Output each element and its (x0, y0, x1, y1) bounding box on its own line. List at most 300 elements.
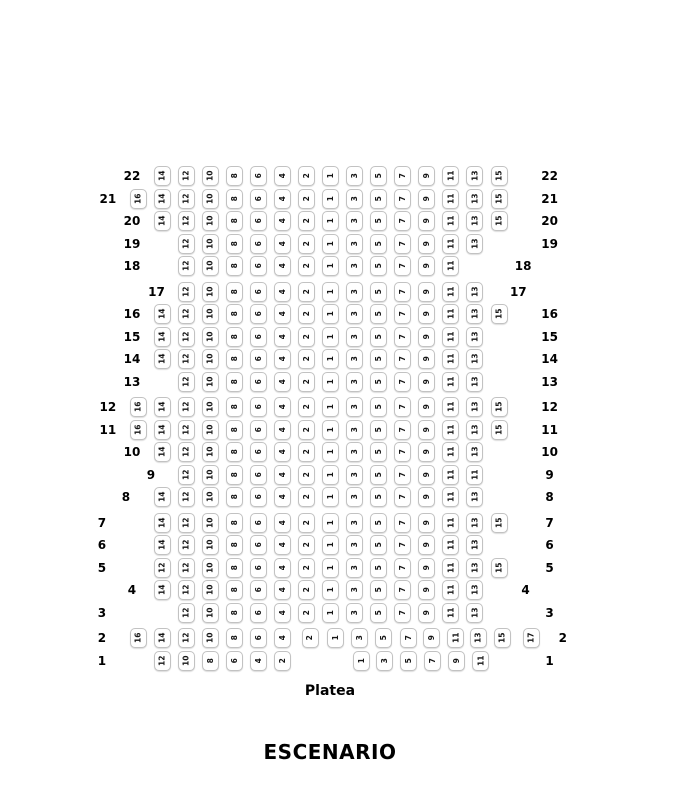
seat[interactable] (322, 580, 339, 600)
seat[interactable] (322, 256, 339, 276)
seat[interactable] (442, 580, 459, 600)
seat[interactable] (298, 189, 315, 209)
seat[interactable] (470, 628, 487, 648)
seat[interactable] (418, 211, 435, 231)
seat[interactable] (298, 372, 315, 392)
seat[interactable] (226, 349, 243, 369)
seat[interactable] (178, 327, 195, 347)
seat[interactable] (274, 513, 291, 533)
seat[interactable] (298, 282, 315, 302)
seat[interactable] (442, 211, 459, 231)
seat[interactable] (394, 420, 411, 440)
seat[interactable] (442, 282, 459, 302)
seat[interactable] (370, 211, 387, 231)
seat[interactable] (394, 327, 411, 347)
seat[interactable] (491, 397, 508, 417)
seat[interactable] (400, 628, 417, 648)
seat[interactable] (226, 580, 243, 600)
seat[interactable] (466, 603, 483, 623)
seat[interactable] (418, 327, 435, 347)
seat[interactable] (178, 442, 195, 462)
seat[interactable] (274, 580, 291, 600)
seat[interactable] (178, 397, 195, 417)
seat[interactable] (250, 513, 267, 533)
seat[interactable] (226, 166, 243, 186)
seat[interactable] (491, 211, 508, 231)
seat[interactable] (394, 234, 411, 254)
seat[interactable] (226, 603, 243, 623)
seat[interactable] (298, 513, 315, 533)
seat[interactable] (322, 603, 339, 623)
seat[interactable] (418, 603, 435, 623)
seat[interactable] (370, 558, 387, 578)
seat[interactable] (466, 372, 483, 392)
seat[interactable] (394, 558, 411, 578)
seat[interactable] (226, 558, 243, 578)
seat[interactable] (202, 256, 219, 276)
seat[interactable] (346, 465, 363, 485)
seat[interactable] (346, 603, 363, 623)
seat[interactable] (418, 465, 435, 485)
seat[interactable] (130, 189, 147, 209)
seat[interactable] (322, 372, 339, 392)
seat[interactable] (226, 513, 243, 533)
seat[interactable] (250, 327, 267, 347)
seat[interactable] (370, 535, 387, 555)
seat[interactable] (250, 558, 267, 578)
seat[interactable] (322, 442, 339, 462)
seat[interactable] (327, 628, 344, 648)
seat[interactable] (442, 558, 459, 578)
seat[interactable] (466, 487, 483, 507)
seat[interactable] (370, 513, 387, 533)
seat[interactable] (370, 580, 387, 600)
seat[interactable] (202, 651, 219, 671)
seat[interactable] (466, 513, 483, 533)
seat[interactable] (394, 465, 411, 485)
seat[interactable] (346, 166, 363, 186)
seat[interactable] (442, 189, 459, 209)
seat[interactable] (394, 282, 411, 302)
seat[interactable] (466, 327, 483, 347)
seat[interactable] (418, 558, 435, 578)
seat[interactable] (154, 349, 171, 369)
seat[interactable] (375, 628, 392, 648)
seat[interactable] (250, 166, 267, 186)
seat[interactable] (394, 580, 411, 600)
seat[interactable] (274, 256, 291, 276)
seat[interactable] (442, 349, 459, 369)
seat[interactable] (466, 349, 483, 369)
seat[interactable] (178, 420, 195, 440)
seat[interactable] (274, 282, 291, 302)
seat[interactable] (370, 189, 387, 209)
seat[interactable] (226, 327, 243, 347)
seat[interactable] (298, 256, 315, 276)
seat[interactable] (370, 397, 387, 417)
seat[interactable] (298, 487, 315, 507)
seat[interactable] (202, 465, 219, 485)
seat[interactable] (394, 349, 411, 369)
seat[interactable] (226, 420, 243, 440)
seat[interactable] (226, 487, 243, 507)
seat[interactable] (274, 535, 291, 555)
seat[interactable] (466, 465, 483, 485)
seat[interactable] (442, 372, 459, 392)
seat[interactable] (178, 487, 195, 507)
seat[interactable] (418, 372, 435, 392)
seat[interactable] (322, 465, 339, 485)
seat[interactable] (466, 420, 483, 440)
seat[interactable] (370, 256, 387, 276)
seat[interactable] (226, 442, 243, 462)
seat[interactable] (202, 166, 219, 186)
seat[interactable] (370, 487, 387, 507)
seat[interactable] (491, 513, 508, 533)
seat[interactable] (423, 628, 440, 648)
seat[interactable] (250, 349, 267, 369)
seat[interactable] (346, 580, 363, 600)
seat[interactable] (394, 166, 411, 186)
seat[interactable] (523, 628, 540, 648)
seat[interactable] (442, 420, 459, 440)
seat[interactable] (418, 442, 435, 462)
seat[interactable] (400, 651, 417, 671)
seat[interactable] (202, 327, 219, 347)
seat[interactable] (322, 487, 339, 507)
seat[interactable] (274, 211, 291, 231)
seat[interactable] (250, 304, 267, 324)
seat[interactable] (322, 189, 339, 209)
seat[interactable] (466, 189, 483, 209)
seat[interactable] (202, 535, 219, 555)
seat[interactable] (178, 628, 195, 648)
seat[interactable] (154, 304, 171, 324)
seat[interactable] (370, 327, 387, 347)
seat[interactable] (250, 372, 267, 392)
seat[interactable] (346, 304, 363, 324)
seat[interactable] (322, 558, 339, 578)
seat[interactable] (418, 189, 435, 209)
seat[interactable] (424, 651, 441, 671)
seat[interactable] (250, 580, 267, 600)
seat[interactable] (178, 651, 195, 671)
seat[interactable] (154, 442, 171, 462)
seat[interactable] (346, 420, 363, 440)
seat[interactable] (226, 651, 243, 671)
seat[interactable] (298, 211, 315, 231)
seat[interactable] (394, 397, 411, 417)
seat[interactable] (298, 535, 315, 555)
seat[interactable] (442, 603, 459, 623)
seat[interactable] (250, 189, 267, 209)
seat[interactable] (346, 256, 363, 276)
seat[interactable] (466, 558, 483, 578)
seat[interactable] (346, 558, 363, 578)
seat[interactable] (346, 211, 363, 231)
seat[interactable] (466, 442, 483, 462)
seat[interactable] (274, 397, 291, 417)
seat[interactable] (322, 420, 339, 440)
seat[interactable] (250, 397, 267, 417)
seat[interactable] (370, 349, 387, 369)
seat[interactable] (130, 420, 147, 440)
seat[interactable] (250, 651, 267, 671)
seat[interactable] (226, 211, 243, 231)
seat[interactable] (154, 166, 171, 186)
seat[interactable] (370, 304, 387, 324)
seat[interactable] (442, 256, 459, 276)
seat[interactable] (178, 256, 195, 276)
seat[interactable] (274, 442, 291, 462)
seat[interactable] (466, 580, 483, 600)
seat[interactable] (298, 603, 315, 623)
seat[interactable] (418, 349, 435, 369)
seat[interactable] (154, 513, 171, 533)
seat[interactable] (346, 349, 363, 369)
seat[interactable] (154, 558, 171, 578)
seat[interactable] (274, 487, 291, 507)
seat[interactable] (322, 166, 339, 186)
seat[interactable] (226, 465, 243, 485)
seat[interactable] (202, 234, 219, 254)
seat[interactable] (442, 397, 459, 417)
seat[interactable] (274, 603, 291, 623)
seat[interactable] (418, 513, 435, 533)
seat[interactable] (394, 487, 411, 507)
seat[interactable] (418, 256, 435, 276)
seat[interactable] (298, 558, 315, 578)
seat[interactable] (394, 372, 411, 392)
seat[interactable] (466, 397, 483, 417)
seat[interactable] (154, 397, 171, 417)
seat[interactable] (250, 465, 267, 485)
seat[interactable] (346, 327, 363, 347)
seat[interactable] (322, 397, 339, 417)
seat[interactable] (154, 211, 171, 231)
seat[interactable] (442, 166, 459, 186)
seat[interactable] (202, 304, 219, 324)
seat[interactable] (250, 442, 267, 462)
seat[interactable] (370, 372, 387, 392)
seat[interactable] (418, 487, 435, 507)
seat[interactable] (322, 282, 339, 302)
seat[interactable] (130, 397, 147, 417)
seat[interactable] (274, 558, 291, 578)
seat[interactable] (442, 234, 459, 254)
seat[interactable] (298, 234, 315, 254)
seat[interactable] (274, 234, 291, 254)
seat[interactable] (178, 189, 195, 209)
seat[interactable] (154, 487, 171, 507)
seat[interactable] (322, 327, 339, 347)
seat[interactable] (298, 327, 315, 347)
seat[interactable] (442, 535, 459, 555)
seat[interactable] (298, 304, 315, 324)
seat[interactable] (274, 420, 291, 440)
seat[interactable] (322, 535, 339, 555)
seat[interactable] (154, 651, 171, 671)
seat[interactable] (154, 189, 171, 209)
seat[interactable] (202, 397, 219, 417)
seat[interactable] (298, 465, 315, 485)
seat[interactable] (298, 420, 315, 440)
seat[interactable] (442, 304, 459, 324)
seat[interactable] (491, 189, 508, 209)
seat[interactable] (202, 442, 219, 462)
seat[interactable] (178, 603, 195, 623)
seat[interactable] (130, 628, 147, 648)
seat[interactable] (226, 234, 243, 254)
seat[interactable] (418, 535, 435, 555)
seat[interactable] (418, 234, 435, 254)
seat[interactable] (178, 211, 195, 231)
seat[interactable] (442, 465, 459, 485)
seat[interactable] (274, 465, 291, 485)
seat[interactable] (154, 327, 171, 347)
seat[interactable] (418, 166, 435, 186)
seat[interactable] (370, 234, 387, 254)
seat[interactable] (491, 558, 508, 578)
seat[interactable] (274, 651, 291, 671)
seat[interactable] (394, 535, 411, 555)
seat[interactable] (442, 487, 459, 507)
seat[interactable] (274, 166, 291, 186)
seat[interactable] (250, 628, 267, 648)
seat[interactable] (394, 211, 411, 231)
seat[interactable] (394, 189, 411, 209)
seat[interactable] (274, 349, 291, 369)
seat[interactable] (250, 211, 267, 231)
seat[interactable] (202, 189, 219, 209)
seat[interactable] (226, 397, 243, 417)
seat[interactable] (394, 304, 411, 324)
seat[interactable] (226, 256, 243, 276)
seat[interactable] (466, 304, 483, 324)
seat[interactable] (447, 628, 464, 648)
seat[interactable] (494, 628, 511, 648)
seat[interactable] (178, 513, 195, 533)
seat[interactable] (394, 513, 411, 533)
seat[interactable] (226, 628, 243, 648)
seat[interactable] (466, 234, 483, 254)
seat[interactable] (202, 580, 219, 600)
seat[interactable] (466, 282, 483, 302)
seat[interactable] (178, 234, 195, 254)
seat[interactable] (202, 372, 219, 392)
seat[interactable] (274, 327, 291, 347)
seat[interactable] (370, 442, 387, 462)
seat[interactable] (226, 189, 243, 209)
seat[interactable] (472, 651, 489, 671)
seat[interactable] (298, 442, 315, 462)
seat[interactable] (491, 304, 508, 324)
seat[interactable] (466, 166, 483, 186)
seat[interactable] (178, 558, 195, 578)
seat[interactable] (202, 603, 219, 623)
seat[interactable] (448, 651, 465, 671)
seat[interactable] (202, 558, 219, 578)
seat[interactable] (178, 304, 195, 324)
seat[interactable] (202, 282, 219, 302)
seat[interactable] (202, 513, 219, 533)
seat[interactable] (370, 420, 387, 440)
seat[interactable] (178, 282, 195, 302)
seat[interactable] (274, 304, 291, 324)
seat[interactable] (226, 372, 243, 392)
seat[interactable] (466, 535, 483, 555)
seat[interactable] (250, 535, 267, 555)
seat[interactable] (298, 580, 315, 600)
seat[interactable] (298, 349, 315, 369)
seat[interactable] (351, 628, 368, 648)
seat[interactable] (442, 327, 459, 347)
seat[interactable] (418, 304, 435, 324)
seat[interactable] (302, 628, 319, 648)
seat[interactable] (154, 535, 171, 555)
seat[interactable] (250, 603, 267, 623)
seat[interactable] (491, 420, 508, 440)
seat[interactable] (346, 442, 363, 462)
seat[interactable] (376, 651, 393, 671)
seat[interactable] (346, 397, 363, 417)
seat[interactable] (154, 580, 171, 600)
seat[interactable] (202, 420, 219, 440)
seat[interactable] (202, 628, 219, 648)
seat[interactable] (346, 282, 363, 302)
seat[interactable] (322, 211, 339, 231)
seat[interactable] (394, 603, 411, 623)
seat[interactable] (322, 349, 339, 369)
seat[interactable] (274, 372, 291, 392)
seat[interactable] (322, 513, 339, 533)
seat[interactable] (370, 603, 387, 623)
seat[interactable] (154, 628, 171, 648)
seat[interactable] (202, 349, 219, 369)
seat[interactable] (370, 282, 387, 302)
seat[interactable] (178, 372, 195, 392)
seat[interactable] (394, 442, 411, 462)
seat[interactable] (298, 397, 315, 417)
seat[interactable] (346, 372, 363, 392)
seat[interactable] (178, 580, 195, 600)
seat[interactable] (322, 304, 339, 324)
seat[interactable] (274, 189, 291, 209)
seat[interactable] (346, 487, 363, 507)
seat[interactable] (370, 166, 387, 186)
seat[interactable] (346, 234, 363, 254)
seat[interactable] (274, 628, 291, 648)
seat[interactable] (226, 282, 243, 302)
seat[interactable] (346, 535, 363, 555)
seat[interactable] (370, 465, 387, 485)
seat[interactable] (178, 166, 195, 186)
seat[interactable] (178, 535, 195, 555)
seat[interactable] (418, 580, 435, 600)
seat[interactable] (442, 442, 459, 462)
seat[interactable] (202, 211, 219, 231)
seat[interactable] (298, 166, 315, 186)
seat[interactable] (154, 420, 171, 440)
seat[interactable] (346, 513, 363, 533)
seat[interactable] (346, 189, 363, 209)
seat[interactable] (466, 211, 483, 231)
seat[interactable] (250, 234, 267, 254)
seat[interactable] (442, 513, 459, 533)
seat[interactable] (250, 282, 267, 302)
seat[interactable] (418, 282, 435, 302)
seat[interactable] (226, 535, 243, 555)
